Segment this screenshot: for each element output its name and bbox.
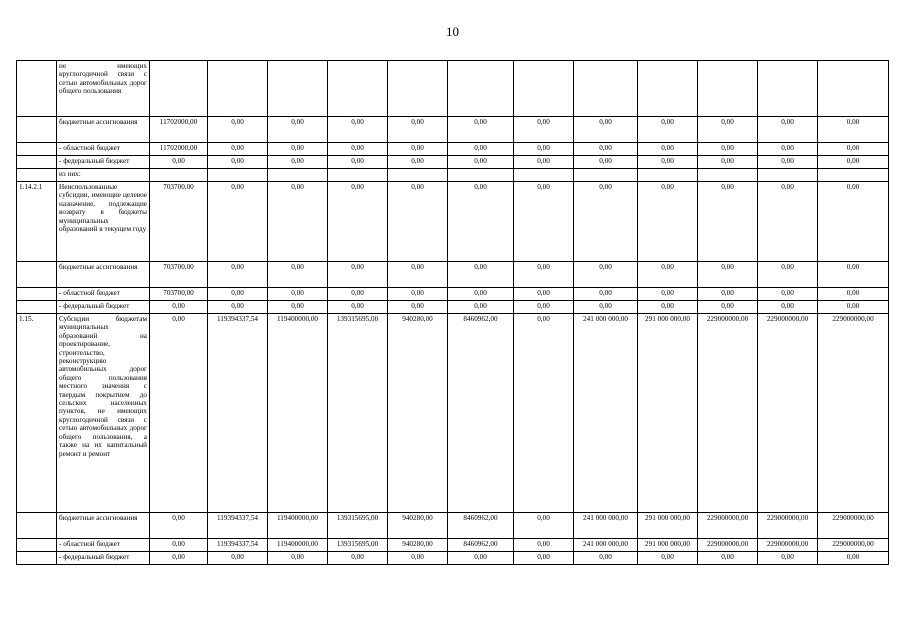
value-cell: 0,00	[574, 143, 638, 156]
value-cell: 0,00	[208, 288, 268, 301]
value-cell: 0,00	[574, 182, 638, 262]
value-cell: 139315695,00	[328, 314, 388, 513]
value-cell	[638, 61, 698, 117]
value-cell	[150, 61, 208, 117]
value-cell: 0,00	[514, 262, 574, 288]
table-row	[17, 169, 889, 182]
value-cell: 241 000 000,00	[574, 513, 638, 539]
row-code-cell	[17, 288, 57, 301]
value-cell	[698, 61, 758, 117]
value-cell	[268, 61, 328, 117]
row-description-cell: бюджетные ассигнования	[57, 513, 150, 539]
row-description-cell: - федеральный бюджет	[57, 552, 150, 565]
value-cell: 291 000 000,00	[638, 314, 698, 513]
value-cell	[818, 61, 889, 117]
value-cell: 0,00	[514, 552, 574, 565]
value-cell: 229000000,00	[818, 314, 889, 513]
value-cell: 0,00	[638, 552, 698, 565]
value-cell: 0,00	[268, 156, 328, 169]
value-cell: 0,00	[698, 262, 758, 288]
value-cell: 0,00	[448, 301, 514, 314]
value-cell	[388, 61, 448, 117]
value-cell: 0,00	[448, 182, 514, 262]
value-cell: 229000000,00	[818, 513, 889, 539]
value-cell	[514, 61, 574, 117]
value-cell: 0,00	[448, 288, 514, 301]
table-row	[17, 61, 889, 117]
value-cell	[328, 169, 388, 182]
table-row	[17, 262, 889, 288]
value-cell: 119400000,00	[268, 539, 328, 552]
value-cell: 8460962,00	[448, 314, 514, 513]
value-cell: 0,00	[698, 288, 758, 301]
row-code-cell: 1.14.2.1	[17, 182, 57, 262]
value-cell: 0,00	[818, 301, 889, 314]
value-cell: 0,00	[388, 301, 448, 314]
value-cell: 229000000,00	[758, 539, 818, 552]
value-cell	[328, 61, 388, 117]
value-cell: 0,00	[150, 513, 208, 539]
value-cell: 0,00	[208, 552, 268, 565]
value-cell: 703700,00	[150, 262, 208, 288]
value-cell	[514, 169, 574, 182]
value-cell: 229000000,00	[698, 513, 758, 539]
value-cell: 0,00	[514, 539, 574, 552]
budget-table	[16, 60, 889, 565]
value-cell: 229000000,00	[758, 314, 818, 513]
row-description-cell: Субсидии бюджетам муниципальных образований на проектирование, строительство, реконструкцию автомобильных дорог общего пользования местного значения с твердым покрытием до сельских населенных пунктов, не имеющих круглогодичной связи с сетью автомобильных дорог общего пользования, а также на их капитальный ремонт и ремонт	[57, 314, 150, 513]
value-cell: 0,00	[268, 288, 328, 301]
row-code-cell	[17, 117, 57, 143]
value-cell: 0,00	[638, 288, 698, 301]
value-cell: 0,00	[328, 117, 388, 143]
value-cell: 0,00	[388, 552, 448, 565]
value-cell	[698, 169, 758, 182]
value-cell	[818, 169, 889, 182]
value-cell: 0,00	[448, 262, 514, 288]
value-cell: 0,00	[698, 301, 758, 314]
value-cell: 119400000,00	[268, 513, 328, 539]
value-cell: 229000000,00	[698, 314, 758, 513]
row-code-cell	[17, 262, 57, 288]
row-code-cell	[17, 156, 57, 169]
value-cell: 0,00	[514, 156, 574, 169]
value-cell: 0,00	[818, 117, 889, 143]
value-cell: 0,00	[208, 143, 268, 156]
value-cell: 0,00	[514, 143, 574, 156]
value-cell: 0,00	[818, 156, 889, 169]
table-row	[17, 117, 889, 143]
value-cell: 0,00	[818, 552, 889, 565]
row-description-cell: - федеральный бюджет	[57, 301, 150, 314]
row-description-cell: из них:	[57, 169, 150, 182]
value-cell: 0,00	[150, 156, 208, 169]
value-cell: 0,00	[514, 301, 574, 314]
value-cell: 229000000,00	[818, 539, 889, 552]
value-cell: 119394337,54	[208, 513, 268, 539]
value-cell: 291 000 000,00	[638, 539, 698, 552]
value-cell: 0,00	[268, 262, 328, 288]
value-cell	[758, 169, 818, 182]
value-cell: 139315695,00	[328, 539, 388, 552]
value-cell: 241 000 000,00	[574, 314, 638, 513]
value-cell: 0,00	[574, 117, 638, 143]
value-cell: 0,00	[328, 288, 388, 301]
value-cell: 0,00	[818, 143, 889, 156]
table-row	[17, 552, 889, 565]
row-description-cell: Неиспользованные субсидии, имеющие целевое назначение, подлежащие возврату в бюджеты муниципальных образований в текущем году	[57, 182, 150, 262]
row-code-cell	[17, 552, 57, 565]
value-cell: 11702000,00	[150, 117, 208, 143]
value-cell: 0,00	[698, 552, 758, 565]
value-cell: 0,00	[388, 182, 448, 262]
value-cell: 0,00	[698, 182, 758, 262]
value-cell: 0,00	[208, 182, 268, 262]
value-cell: 0,00	[758, 262, 818, 288]
value-cell: 0,00	[388, 288, 448, 301]
value-cell: 0,00	[328, 143, 388, 156]
value-cell: 0,00	[698, 143, 758, 156]
value-cell: 0,00	[388, 262, 448, 288]
value-cell: 0,00	[268, 301, 328, 314]
value-cell: 0,00	[574, 301, 638, 314]
value-cell: 0,00	[758, 288, 818, 301]
row-code-cell	[17, 301, 57, 314]
page-number: 10	[446, 24, 459, 39]
value-cell: 0,00	[448, 117, 514, 143]
value-cell: 241 000 000,00	[574, 539, 638, 552]
value-cell: 0,00	[574, 552, 638, 565]
value-cell	[150, 169, 208, 182]
value-cell: 0,00	[514, 288, 574, 301]
row-code-cell	[17, 61, 57, 117]
value-cell: 0,00	[574, 262, 638, 288]
table-row	[17, 513, 889, 539]
value-cell: 0,00	[698, 156, 758, 169]
value-cell: 0,00	[268, 143, 328, 156]
value-cell: 0,00	[758, 117, 818, 143]
value-cell: 0,00	[268, 182, 328, 262]
value-cell: 940280,00	[388, 314, 448, 513]
value-cell: 703700,00	[150, 182, 208, 262]
value-cell	[268, 169, 328, 182]
row-description-cell: - областной бюджет	[57, 288, 150, 301]
value-cell: 119394337,54	[208, 314, 268, 513]
value-cell: 0,00	[758, 182, 818, 262]
row-description-cell: - областной бюджет	[57, 143, 150, 156]
value-cell: 0,00	[818, 262, 889, 288]
value-cell: 0,00	[638, 143, 698, 156]
value-cell: 0,00	[574, 288, 638, 301]
row-description-cell: бюджетные ассигнования	[57, 262, 150, 288]
value-cell: 0,00	[328, 156, 388, 169]
table-row	[17, 182, 889, 262]
value-cell: 0,00	[638, 156, 698, 169]
value-cell: 0,00	[328, 301, 388, 314]
value-cell	[574, 61, 638, 117]
value-cell: 0,00	[758, 552, 818, 565]
value-cell	[208, 61, 268, 117]
value-cell: 940280,00	[388, 539, 448, 552]
value-cell: 0,00	[268, 117, 328, 143]
value-cell	[448, 61, 514, 117]
value-cell: 0,00	[150, 539, 208, 552]
row-code-cell	[17, 169, 57, 182]
value-cell: 0,00	[818, 182, 889, 262]
row-code-cell	[17, 513, 57, 539]
value-cell: 0,00	[758, 156, 818, 169]
value-cell: 0,00	[448, 143, 514, 156]
value-cell: 0,00	[698, 117, 758, 143]
value-cell: 0,00	[818, 288, 889, 301]
value-cell: 0,00	[388, 143, 448, 156]
row-description-cell: бюджетные ассигнования	[57, 117, 150, 143]
value-cell: 0,00	[208, 262, 268, 288]
value-cell: 0,00	[328, 552, 388, 565]
value-cell: 0,00	[150, 314, 208, 513]
table-row	[17, 156, 889, 169]
value-cell: 0,00	[448, 552, 514, 565]
value-cell: 0,00	[208, 156, 268, 169]
value-cell: 0,00	[150, 301, 208, 314]
table-row	[17, 301, 889, 314]
table-row	[17, 288, 889, 301]
value-cell	[574, 169, 638, 182]
value-cell: 0,00	[208, 301, 268, 314]
row-code-cell: 1.15.	[17, 314, 57, 513]
value-cell: 0,00	[638, 117, 698, 143]
row-description-cell: - федеральный бюджет	[57, 156, 150, 169]
value-cell	[388, 169, 448, 182]
value-cell: 0,00	[268, 552, 328, 565]
value-cell: 0,00	[448, 156, 514, 169]
value-cell: 119400000,00	[268, 314, 328, 513]
value-cell: 0,00	[574, 156, 638, 169]
value-cell: 0,00	[514, 513, 574, 539]
value-cell: 703700,00	[150, 288, 208, 301]
row-code-cell	[17, 143, 57, 156]
value-cell: 0,00	[638, 182, 698, 262]
value-cell: 0,00	[150, 552, 208, 565]
value-cell: 940280,00	[388, 513, 448, 539]
value-cell: 229000000,00	[698, 539, 758, 552]
value-cell: 0,00	[328, 182, 388, 262]
value-cell: 0,00	[514, 314, 574, 513]
value-cell: 0,00	[208, 117, 268, 143]
value-cell: 0,00	[328, 262, 388, 288]
value-cell: 229000000,00	[758, 513, 818, 539]
value-cell: 11702000,00	[150, 143, 208, 156]
value-cell: 139315695,00	[328, 513, 388, 539]
value-cell: 0,00	[388, 117, 448, 143]
value-cell: 119394337,54	[208, 539, 268, 552]
value-cell	[208, 169, 268, 182]
value-cell: 0,00	[758, 301, 818, 314]
value-cell: 0,00	[514, 182, 574, 262]
value-cell: 0,00	[638, 262, 698, 288]
value-cell: 8460962,00	[448, 513, 514, 539]
value-cell: 291 000 000,00	[638, 513, 698, 539]
row-description-cell: не имеющих круглогодичной связи с сетью автомобильных дорог общего пользования	[57, 61, 150, 117]
value-cell	[638, 169, 698, 182]
value-cell: 0,00	[758, 143, 818, 156]
value-cell	[448, 169, 514, 182]
row-description-cell: - областной бюджет	[57, 539, 150, 552]
value-cell: 0,00	[388, 156, 448, 169]
row-code-cell	[17, 539, 57, 552]
value-cell: 0,00	[638, 301, 698, 314]
value-cell: 8460962,00	[448, 539, 514, 552]
value-cell: 0,00	[514, 117, 574, 143]
value-cell	[758, 61, 818, 117]
table-row	[17, 314, 889, 513]
table-row	[17, 539, 889, 552]
table-row	[17, 143, 889, 156]
